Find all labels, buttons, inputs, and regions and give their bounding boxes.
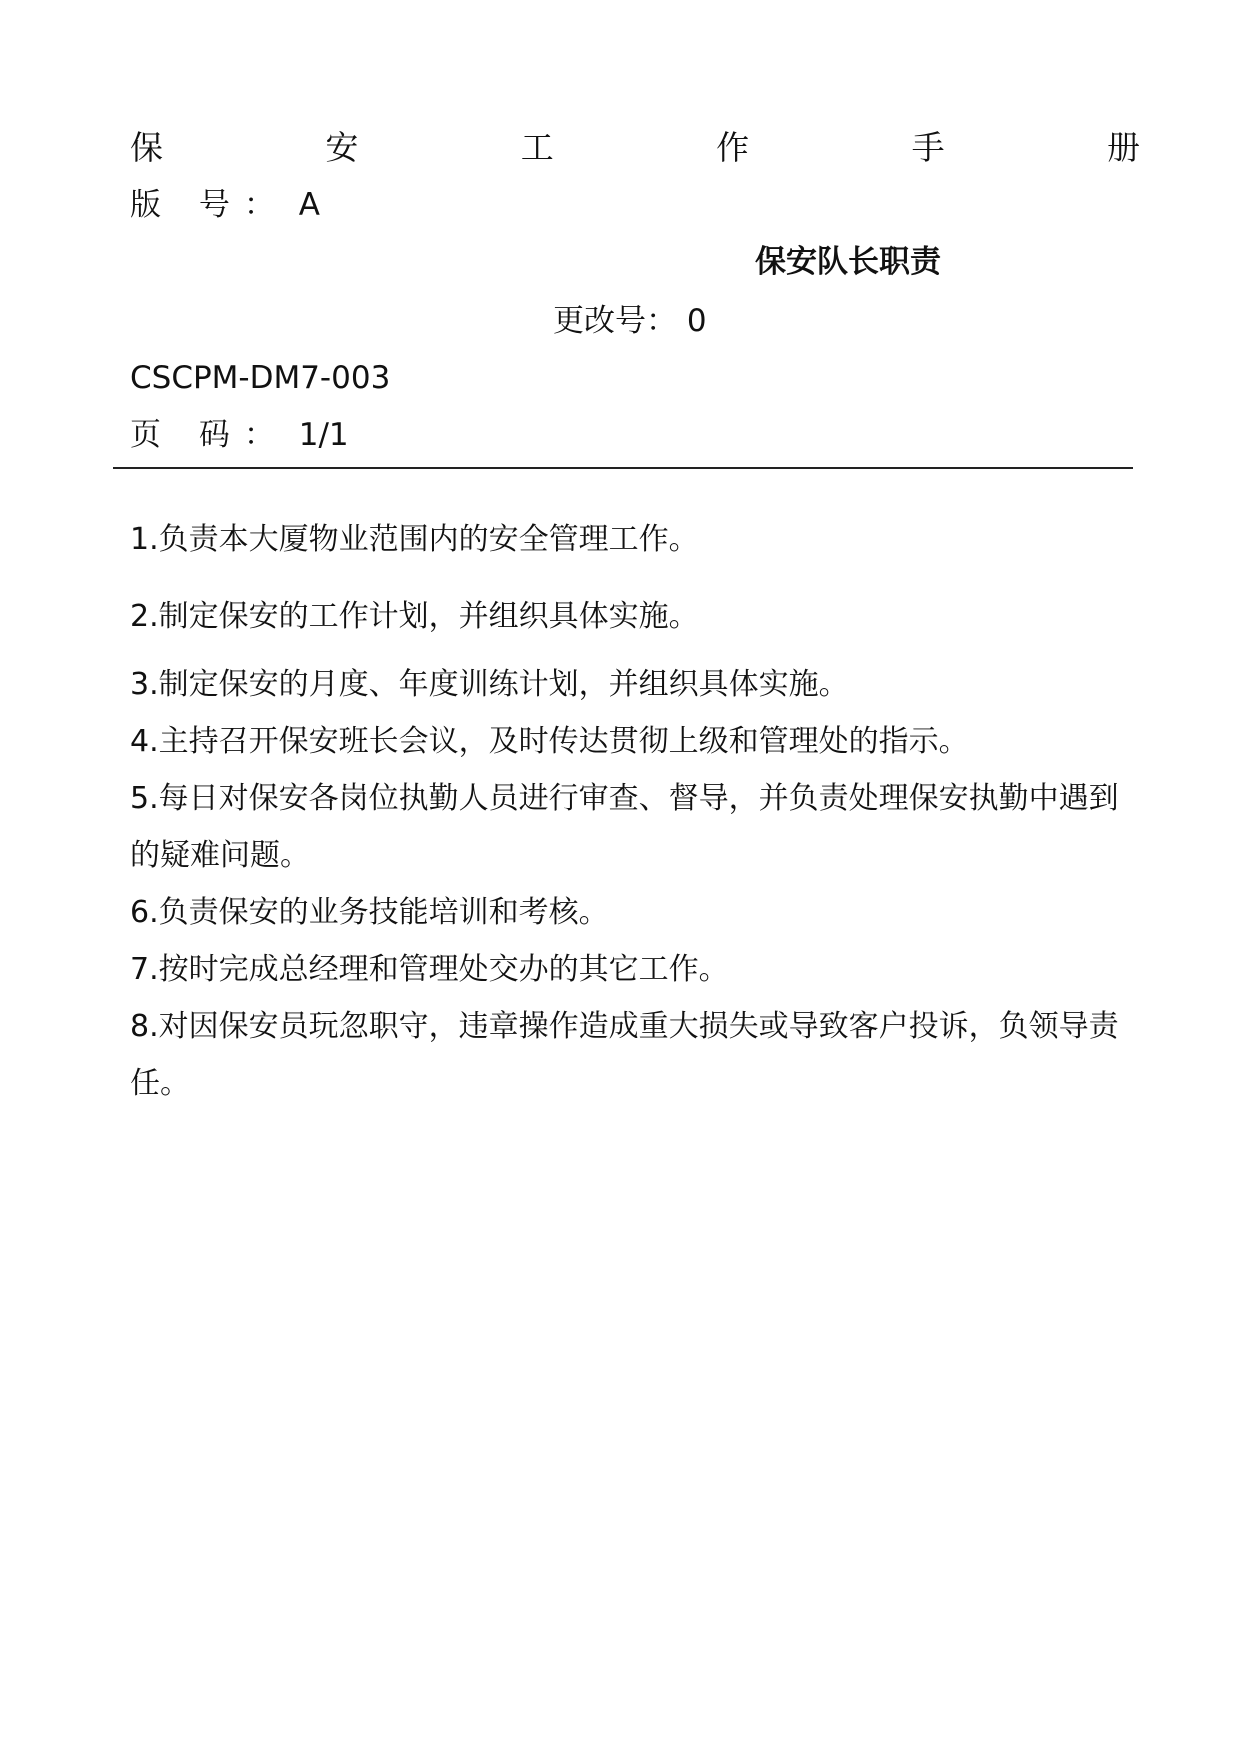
- change-value: 0: [686, 303, 707, 339]
- manual-title-char: 作: [716, 128, 750, 167]
- manual-title-char: 工: [520, 128, 554, 167]
- version-value: A: [298, 187, 320, 223]
- header-divider: [113, 467, 1133, 469]
- document-heading: 保安队长职责: [755, 244, 941, 280]
- manual-title-char: 保: [130, 128, 163, 167]
- page-label: 页 码：: [130, 417, 289, 453]
- manual-title-char: 册: [1106, 128, 1140, 167]
- page-number-line: [130, 413, 349, 457]
- document-code: CSCPM-DM7-003: [130, 360, 391, 396]
- change-number-line: [553, 299, 707, 343]
- duty-item: 2.制定保安的工作计划，并组织具体实施。: [130, 599, 699, 634]
- version-label: 版 号：: [130, 187, 289, 223]
- manual-title-char: 安: [325, 128, 359, 167]
- duty-item: 5.每日对保安各岗位执勤人员进行审查、督导，并负责处理保安执勤中遇到的疑难问题。: [130, 781, 1119, 873]
- manual-title: [130, 125, 1140, 171]
- page-value: 1/1: [298, 417, 349, 453]
- duty-item: 7.按时完成总经理和管理处交办的其它工作。: [130, 952, 729, 987]
- change-label: 更改号：: [553, 303, 677, 339]
- manual-title-char: 手: [911, 128, 945, 167]
- version-line: [130, 183, 320, 227]
- duty-item: 8.对因保安员玩忽职守，违章操作造成重大损失或导致客户投诉，负领导责任。: [130, 1009, 1119, 1101]
- duty-item: 4.主持召开保安班长会议，及时传达贯彻上级和管理处的指示。: [130, 724, 969, 759]
- duty-item: 6.负责保安的业务技能培训和考核。: [130, 895, 609, 930]
- duty-item: 1.负责本大厦物业范围内的安全管理工作。: [130, 522, 699, 557]
- duty-item: 3.制定保安的月度、年度训练计划，并组织具体实施。: [130, 667, 849, 702]
